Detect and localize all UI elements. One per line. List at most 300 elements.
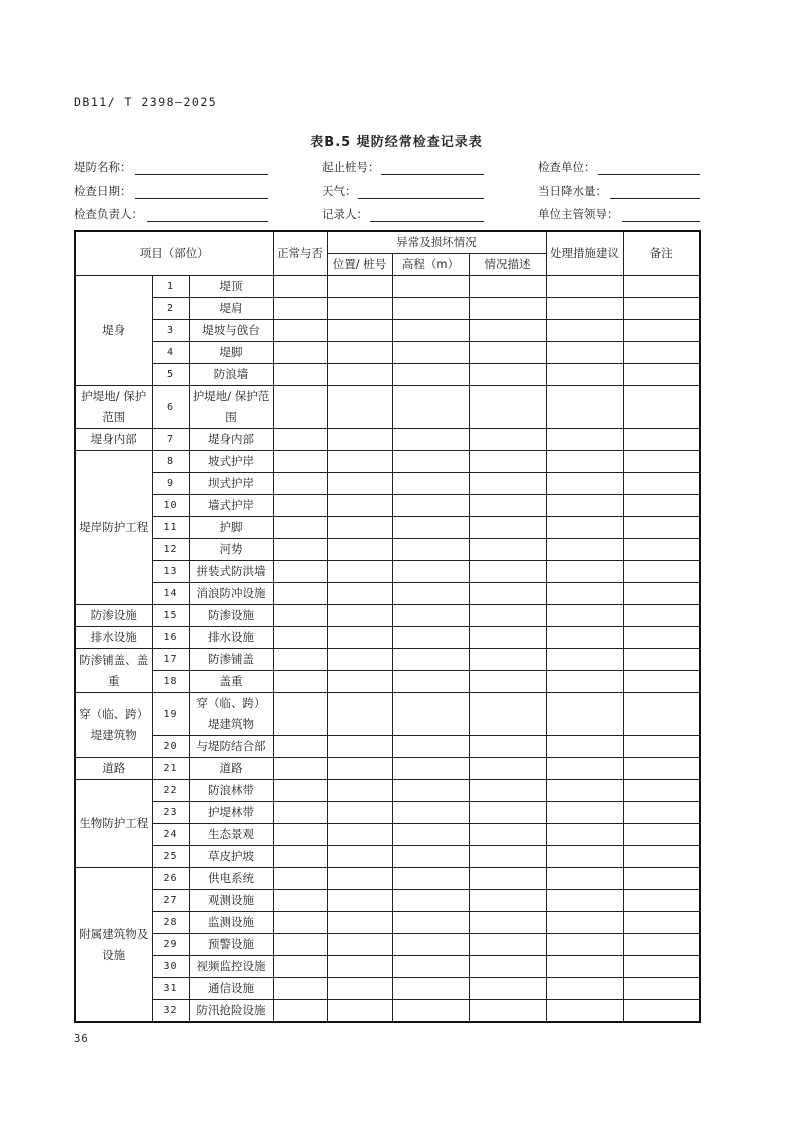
normal-cell[interactable] [273,320,327,342]
measure-cell[interactable] [546,780,623,802]
remark-cell[interactable] [623,429,700,451]
normal-cell[interactable] [273,868,327,890]
elevation-cell[interactable] [392,473,469,495]
pile-range-field[interactable] [381,174,484,175]
normal-cell[interactable] [273,429,327,451]
measure-cell[interactable] [546,561,623,583]
item-number: 13 [152,561,189,583]
item-number: 26 [152,868,189,890]
group-label: 堤岸防护工程 [75,451,152,605]
position-cell[interactable] [327,561,392,583]
table-row [75,429,700,451]
position-cell[interactable] [327,320,392,342]
measure-cell[interactable] [546,320,623,342]
item-number: 31 [152,978,189,1000]
elevation-cell[interactable] [392,429,469,451]
measure-cell[interactable] [546,912,623,934]
desc-cell[interactable] [469,649,546,671]
remark-cell[interactable] [623,473,700,495]
measure-cell[interactable] [546,583,623,605]
item-number: 17 [152,649,189,671]
desc-cell[interactable] [469,298,546,320]
item-number: 4 [152,342,189,364]
remark-cell[interactable] [623,912,700,934]
elevation-cell[interactable] [392,298,469,320]
elevation-cell[interactable] [392,956,469,978]
remark-cell[interactable] [623,693,700,736]
elevation-cell[interactable] [392,868,469,890]
item-number: 10 [152,495,189,517]
item-number: 12 [152,539,189,561]
measure-cell[interactable] [546,693,623,736]
elevation-cell[interactable] [392,890,469,912]
position-cell[interactable] [327,342,392,364]
col-header-item: 项目（部位） [75,231,273,276]
item-name: 盖重 [189,671,273,693]
normal-cell[interactable] [273,473,327,495]
rainfall-label: 当日降水量： [538,184,607,198]
measure-cell[interactable] [546,386,623,429]
weather-field[interactable] [358,198,484,199]
normal-cell[interactable] [273,824,327,846]
table-row [75,671,700,693]
normal-cell[interactable] [273,583,327,605]
measure-cell[interactable] [546,956,623,978]
table-row [75,912,700,934]
elevation-cell[interactable] [392,583,469,605]
table-row [75,736,700,758]
position-cell[interactable] [327,429,392,451]
desc-cell[interactable] [469,364,546,386]
item-name: 监测设施 [189,912,273,934]
measure-cell[interactable] [546,671,623,693]
remark-cell[interactable] [623,868,700,890]
desc-cell[interactable] [469,824,546,846]
measure-cell[interactable] [546,627,623,649]
elevation-cell[interactable] [392,671,469,693]
item-name: 生态景观 [189,824,273,846]
item-number: 15 [152,605,189,627]
desc-cell[interactable] [469,276,546,298]
elevation-cell[interactable] [392,912,469,934]
recorder-label: 记录人： [322,207,368,221]
table-row [75,473,700,495]
remark-cell[interactable] [623,298,700,320]
remark-cell[interactable] [623,846,700,868]
position-cell[interactable] [327,649,392,671]
elevation-cell[interactable] [392,978,469,1000]
measure-cell[interactable] [546,342,623,364]
elevation-cell[interactable] [392,364,469,386]
meta-row-2 [74,183,700,201]
item-name: 防渗铺盖 [189,649,273,671]
remark-cell[interactable] [623,539,700,561]
header-row-1 [75,231,700,254]
elevation-cell[interactable] [392,736,469,758]
remark-cell[interactable] [623,978,700,1000]
position-cell[interactable] [327,671,392,693]
desc-cell[interactable] [469,451,546,473]
item-name: 防汛抢险设施 [189,1000,273,1023]
elevation-cell[interactable] [392,320,469,342]
item-number: 21 [152,758,189,780]
elevation-cell[interactable] [392,846,469,868]
measure-cell[interactable] [546,649,623,671]
normal-cell[interactable] [273,956,327,978]
inspect-date-field[interactable] [135,198,268,199]
measure-cell[interactable] [546,1000,623,1023]
item-name: 堤脚 [189,342,273,364]
remark-cell[interactable] [623,649,700,671]
table-row [75,649,700,671]
remark-cell[interactable] [623,386,700,429]
remark-cell[interactable] [623,956,700,978]
table-row [75,846,700,868]
table-row [75,802,700,824]
normal-cell[interactable] [273,758,327,780]
item-number: 5 [152,364,189,386]
item-name: 堤肩 [189,298,273,320]
desc-cell[interactable] [469,495,546,517]
leader-label: 单位主管领导： [538,207,619,221]
item-number: 24 [152,824,189,846]
table-row [75,561,700,583]
elevation-cell[interactable] [392,758,469,780]
item-name: 排水设施 [189,627,273,649]
desc-cell[interactable] [469,868,546,890]
measure-cell[interactable] [546,451,623,473]
table-row [75,978,700,1000]
desc-cell[interactable] [469,473,546,495]
elevation-cell[interactable] [392,451,469,473]
item-number: 16 [152,627,189,649]
table-row [75,451,700,473]
item-number: 7 [152,429,189,451]
table-row [75,298,700,320]
position-cell[interactable] [327,1000,392,1023]
normal-cell[interactable] [273,802,327,824]
elevation-cell[interactable] [392,780,469,802]
leader-field[interactable] [622,221,700,222]
desc-cell[interactable] [469,342,546,364]
remark-cell[interactable] [623,451,700,473]
position-cell[interactable] [327,890,392,912]
measure-cell[interactable] [546,298,623,320]
item-number: 28 [152,912,189,934]
remark-cell[interactable] [623,320,700,342]
item-number: 9 [152,473,189,495]
table-row [75,517,700,539]
table-row [75,276,700,298]
item-number: 11 [152,517,189,539]
col-header-elevation: 高程（m） [392,254,469,276]
normal-cell[interactable] [273,693,327,736]
col-header-desc: 情况描述 [469,254,546,276]
normal-cell[interactable] [273,342,327,364]
table-row [75,758,700,780]
elevation-cell[interactable] [392,824,469,846]
normal-cell[interactable] [273,605,327,627]
position-cell[interactable] [327,583,392,605]
normal-cell[interactable] [273,451,327,473]
position-cell[interactable] [327,780,392,802]
normal-cell[interactable] [273,627,327,649]
desc-cell[interactable] [469,978,546,1000]
desc-cell[interactable] [469,583,546,605]
remark-cell[interactable] [623,736,700,758]
normal-cell[interactable] [273,276,327,298]
position-cell[interactable] [327,912,392,934]
item-name: 护堤林带 [189,802,273,824]
normal-cell[interactable] [273,912,327,934]
measure-cell[interactable] [546,517,623,539]
desc-cell[interactable] [469,802,546,824]
page-number: 36 [74,1033,89,1045]
position-cell[interactable] [327,386,392,429]
item-name: 墙式护岸 [189,495,273,517]
measure-cell[interactable] [546,978,623,1000]
desc-cell[interactable] [469,517,546,539]
measure-cell[interactable] [546,429,623,451]
desc-cell[interactable] [469,627,546,649]
position-cell[interactable] [327,978,392,1000]
remark-cell[interactable] [623,627,700,649]
desc-cell[interactable] [469,934,546,956]
normal-cell[interactable] [273,539,327,561]
desc-cell[interactable] [469,912,546,934]
item-name: 拼装式防洪墙 [189,561,273,583]
elevation-cell[interactable] [392,934,469,956]
normal-cell[interactable] [273,846,327,868]
elevation-cell[interactable] [392,1000,469,1023]
normal-cell[interactable] [273,978,327,1000]
inspector-label: 检查负责人： [74,207,143,221]
group-label: 排水设施 [75,627,152,649]
measure-cell[interactable] [546,846,623,868]
measure-cell[interactable] [546,605,623,627]
normal-cell[interactable] [273,495,327,517]
normal-cell[interactable] [273,649,327,671]
item-name: 视频监控设施 [189,956,273,978]
group-label: 堤身内部 [75,429,152,451]
item-name: 与堤防结合部 [189,736,273,758]
item-name: 防浪林带 [189,780,273,802]
desc-cell[interactable] [469,758,546,780]
normal-cell[interactable] [273,298,327,320]
desc-cell[interactable] [469,1000,546,1023]
item-name: 河势 [189,539,273,561]
position-cell[interactable] [327,802,392,824]
item-number: 19 [152,693,189,736]
normal-cell[interactable] [273,671,327,693]
position-cell[interactable] [327,495,392,517]
remark-cell[interactable] [623,561,700,583]
measure-cell[interactable] [546,890,623,912]
measure-cell[interactable] [546,495,623,517]
item-name: 观测设施 [189,890,273,912]
remark-cell[interactable] [623,890,700,912]
measure-cell[interactable] [546,539,623,561]
remark-cell[interactable] [623,671,700,693]
position-cell[interactable] [327,605,392,627]
meta-row-1 [74,159,700,177]
item-number: 6 [152,386,189,429]
position-cell[interactable] [327,758,392,780]
elevation-cell[interactable] [392,276,469,298]
remark-cell[interactable] [623,1000,700,1023]
desc-cell[interactable] [469,539,546,561]
table-row [75,890,700,912]
recorder-field[interactable] [370,221,484,222]
remark-cell[interactable] [623,934,700,956]
item-name: 道路 [189,758,273,780]
item-number: 25 [152,846,189,868]
position-cell[interactable] [327,451,392,473]
elevation-cell[interactable] [392,386,469,429]
desc-cell[interactable] [469,605,546,627]
desc-cell[interactable] [469,671,546,693]
normal-cell[interactable] [273,736,327,758]
item-number: 20 [152,736,189,758]
remark-cell[interactable] [623,780,700,802]
table-row [75,386,700,429]
item-name: 供电系统 [189,868,273,890]
remark-cell[interactable] [623,495,700,517]
group-label: 堤身 [75,276,152,386]
remark-cell[interactable] [623,364,700,386]
position-cell[interactable] [327,298,392,320]
position-cell[interactable] [327,824,392,846]
item-number: 23 [152,802,189,824]
table-row [75,364,700,386]
inspector-field[interactable] [147,221,268,222]
remark-cell[interactable] [623,517,700,539]
item-number: 2 [152,298,189,320]
table-row [75,539,700,561]
desc-cell[interactable] [469,780,546,802]
inspect-unit-field[interactable] [598,174,700,175]
desc-cell[interactable] [469,890,546,912]
table-row [75,693,700,736]
item-name: 预警设施 [189,934,273,956]
measure-cell[interactable] [546,824,623,846]
table-row [75,934,700,956]
group-label: 防渗铺盖、盖重 [75,649,152,693]
table-title: 表B.5 堤防经常检查记录表 [310,135,483,150]
desc-cell[interactable] [469,956,546,978]
item-number: 14 [152,583,189,605]
desc-cell[interactable] [469,429,546,451]
elevation-cell[interactable] [392,495,469,517]
measure-cell[interactable] [546,802,623,824]
rainfall-field[interactable] [610,198,700,199]
measure-cell[interactable] [546,868,623,890]
desc-cell[interactable] [469,846,546,868]
col-header-abnormal: 异常及损坏情况 [327,231,546,254]
measure-cell[interactable] [546,276,623,298]
item-name: 坡式护岸 [189,451,273,473]
normal-cell[interactable] [273,890,327,912]
position-cell[interactable] [327,693,392,736]
col-header-normal: 正常与否 [273,231,327,276]
inspect-unit-label: 检查单位： [538,160,596,174]
table-row [75,495,700,517]
remark-cell[interactable] [623,605,700,627]
measure-cell[interactable] [546,736,623,758]
measure-cell[interactable] [546,473,623,495]
desc-cell[interactable] [469,386,546,429]
normal-cell[interactable] [273,517,327,539]
normal-cell[interactable] [273,780,327,802]
elevation-cell[interactable] [392,561,469,583]
position-cell[interactable] [327,627,392,649]
normal-cell[interactable] [273,1000,327,1023]
normal-cell[interactable] [273,364,327,386]
normal-cell[interactable] [273,386,327,429]
position-cell[interactable] [327,736,392,758]
position-cell[interactable] [327,276,392,298]
elevation-cell[interactable] [392,605,469,627]
desc-cell[interactable] [469,693,546,736]
remark-cell[interactable] [623,342,700,364]
measure-cell[interactable] [546,364,623,386]
remark-cell[interactable] [623,802,700,824]
position-cell[interactable] [327,934,392,956]
group-label: 道路 [75,758,152,780]
elevation-cell[interactable] [392,342,469,364]
measure-cell[interactable] [546,758,623,780]
position-cell[interactable] [327,517,392,539]
elevation-cell[interactable] [392,802,469,824]
measure-cell[interactable] [546,934,623,956]
item-number: 32 [152,1000,189,1023]
remark-cell[interactable] [623,758,700,780]
table-row [75,780,700,802]
meta-row-3 [74,206,700,224]
dike-name-field[interactable] [135,174,268,175]
position-cell[interactable] [327,956,392,978]
normal-cell[interactable] [273,561,327,583]
position-cell[interactable] [327,846,392,868]
elevation-cell[interactable] [392,693,469,736]
position-cell[interactable] [327,539,392,561]
group-label: 生物防护工程 [75,780,152,868]
desc-cell[interactable] [469,736,546,758]
elevation-cell[interactable] [392,627,469,649]
elevation-cell[interactable] [392,649,469,671]
remark-cell[interactable] [623,824,700,846]
remark-cell[interactable] [623,276,700,298]
item-name: 草皮护坡 [189,846,273,868]
table-row [75,824,700,846]
table-row [75,583,700,605]
inspect-date-label: 检查日期： [74,184,132,198]
table-row [75,342,700,364]
elevation-cell[interactable] [392,517,469,539]
item-number: 8 [152,451,189,473]
item-name: 坝式护岸 [189,473,273,495]
desc-cell[interactable] [469,561,546,583]
remark-cell[interactable] [623,583,700,605]
group-label: 附属建筑物及设施 [75,868,152,1023]
position-cell[interactable] [327,868,392,890]
position-cell[interactable] [327,473,392,495]
position-cell[interactable] [327,364,392,386]
desc-cell[interactable] [469,320,546,342]
elevation-cell[interactable] [392,539,469,561]
normal-cell[interactable] [273,934,327,956]
group-label: 护堤地/ 保护范围 [75,386,152,429]
